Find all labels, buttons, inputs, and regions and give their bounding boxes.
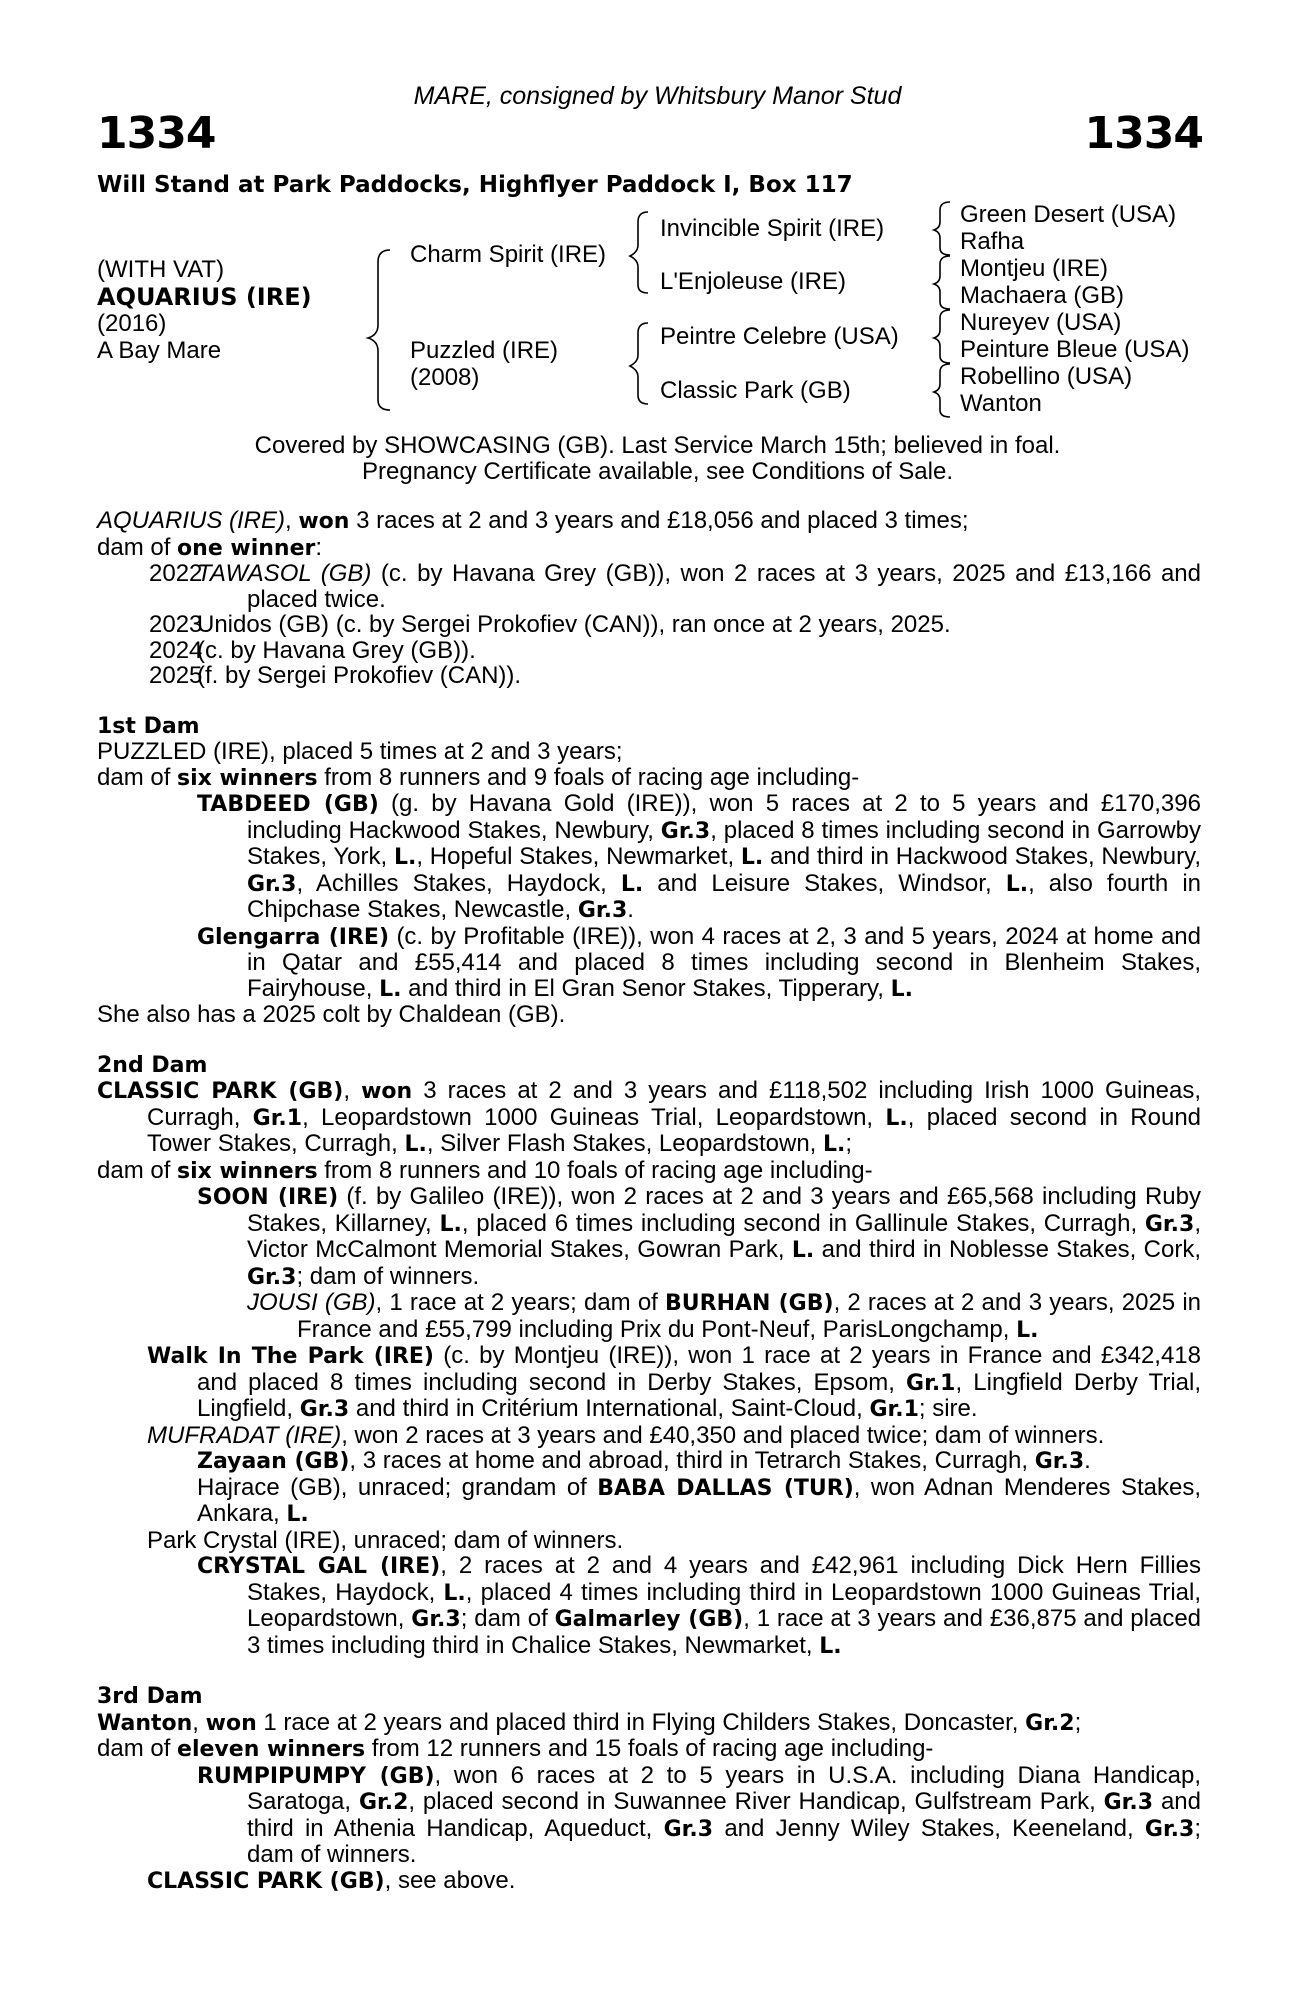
progeny-row: 2025 (f. by Sergei Prokofiev (CAN)).: [149, 662, 522, 689]
catalogue-body: [97, 508, 1201, 1894]
pedigree-dss: Nureyev (USA): [960, 309, 1122, 336]
pedigree-sire: Charm Spirit (IRE): [410, 241, 607, 268]
intro-para: AQUARIUS (IRE), won 3 races at 2 and 3 years and £18,056 and placed 3 times;: [97, 507, 969, 534]
pedigree-dam: Puzzled (IRE): [410, 337, 559, 364]
location-line: Will Stand at Park Paddocks, Highflyer Paddock I, Box 117: [97, 172, 853, 198]
also-has-line: She also has a 2025 colt by Chaldean (GB).: [97, 1001, 566, 1028]
wanton-entry: Wanton, won 1 race at 2 years and placed third in Flying Childers Stakes, Doncaster, Gr.2;: [97, 1708, 1082, 1736]
rumpipumpy-entry: RUMPIPUMPY (GB), won 6 races at 2 to 5 years in U.S.A. including Diana Handicap, Saratoga, Gr.2, placed second in Suwannee River Handicap, Gulfstream Park, Gr.3 and third in Athenia Handicap, Aqueduct, Gr.3 and Jenny Wiley Stakes, Keeneland, Gr.3; dam of winners.: [197, 1761, 1201, 1868]
park-crystal-entry: Park Crystal (IRE), unraced; dam of winners.: [147, 1526, 624, 1554]
lot-number-right: 1334: [1084, 108, 1203, 159]
first-dam-heading: 1st Dam: [97, 713, 200, 739]
horse-description: A Bay Mare: [97, 337, 222, 364]
crystal-gal-entry: CRYSTAL GAL (IRE), 2 races at 2 and 4 years and £42,961 including Dick Hern Fillies Stakes, Haydock, L., placed 4 times including third in Leopardstown 1000 Guineas Trial, Leopardstown, Gr.3; dam of Galmarley (GB), 1 race at 3 years and £36,875 and placed 3 times including third in Chalice Stakes, Newmarket, L.: [197, 1552, 1202, 1659]
vat-note: (WITH VAT): [97, 256, 225, 283]
consignor-line: MARE, consigned by Whitsbury Manor Stud: [413, 82, 902, 110]
pedigree-dd: Classic Park (GB): [660, 377, 851, 404]
intro-won: won: [298, 509, 350, 534]
dd-brace: [934, 364, 950, 417]
hajrace-entry: Hajrace (GB), unraced; grandam of BABA DALLAS (TUR), won Adnan Menderes Stakes, Ankara, L.: [197, 1473, 1201, 1527]
third-dam-heading: 3rd Dam: [97, 1684, 203, 1709]
intro-name: AQUARIUS (IRE): [97, 507, 286, 534]
progeny-row: 2023 Unidos (GB) (c. by Sergei Prokofiev (CAN)), ran once at 2 years, 2025.: [149, 611, 951, 638]
jousi-entry: JOUSI (GB), 1 race at 2 years; dam of BURHAN (GB), 2 races at 2 and 3 years, 2025 in France and £55,799 including Prix du Pont-Neuf, ParisLongchamp, L.: [247, 1289, 1201, 1343]
classic-park-entry: CLASSIC PARK (GB), won 3 races at 2 and 3 years and £118,502 including Irish 1000 Guineas, Curragh, Gr.1, Leopardstown 1000 Guineas Trial, Leopardstown, L., placed second in Round Tower Stakes, Curragh, L., Silver Flash Stakes, Leopardstown, L.;: [97, 1077, 1202, 1157]
pedigree-ds: Peintre Celebre (USA): [660, 323, 899, 350]
soon-entry: SOON (IRE) (f. by Galileo (IRE)), won 2 races at 2 and 3 years and £65,568 including Ruby Stakes, Killarney, L., placed 6 times including second in Gallinule Stakes, Curragh, Gr.3, Victor McCalmont Memorial Stakes, Gowran Park, L. and third in Noblesse Stakes, Cork, Gr.3; dam of winners.: [197, 1183, 1201, 1290]
sire-brace: [630, 212, 648, 293]
covered-line-2: Pregnancy Certificate available, see Conditions of Sale.: [362, 458, 953, 485]
dam-brace: [630, 323, 648, 404]
zayaan-entry: Zayaan (GB), 3 races at home and abroad, third in Tetrarch Stakes, Curragh, Gr.3.: [197, 1447, 1091, 1474]
third-dam-of: dam of eleven winners from 12 runners and 15 foals of racing age including-: [97, 1735, 934, 1762]
ds-brace: [934, 310, 950, 363]
pedigree-ssd: Rafha: [960, 228, 1025, 255]
covered-line-1: Covered by SHOWCASING (GB). Last Service March 15th; believed in foal.: [254, 432, 1061, 459]
main-brace: [368, 250, 390, 410]
horse-name: AQUARIUS (IRE): [97, 283, 312, 311]
pedigree-sss: Green Desert (USA): [960, 201, 1177, 228]
lot-number-left: 1334: [97, 108, 216, 159]
ss-brace: [934, 202, 950, 255]
tabdeed-entry: TABDEED (GB) (g. by Havana Gold (IRE)), won 5 races at 2 to 5 years and £170,396 including Hackwood Stakes, Newbury, Gr.3, placed 8 times including second in Garrowby Stakes, York, L., Hopeful Stakes, Newmarket, L. and third in Hackwood Stakes, Newbury, Gr.3, Achilles Stakes, Haydock, L. and Leisure Stakes, Windsor, L., also fourth in Chipchase Stakes, Newcastle, Gr.3.: [197, 790, 1202, 923]
first-dam-of: dam of six winners from 8 runners and 9 foals of racing age including-: [97, 763, 860, 791]
progeny-row: 2022 TAWASOL (GB) (c. by Havana Grey (GB)), won 2 races at 3 years, 2025 and £13,166 and placed twice.: [149, 560, 1201, 613]
pedigree-ddd: Wanton: [960, 390, 1042, 417]
second-dam-of: dam of six winners from 8 runners and 10 foals of racing age including-: [97, 1156, 873, 1184]
glengarra-entry: Glengarra (IRE) (c. by Profitable (IRE)), won 4 races at 2, 3 and 5 years, 2024 at home and in Qatar and £55,414 and placed 8 times including second in Blenheim Stakes, Fairyhouse, L. and third in El Gran Senor Stakes, Tipperary, L.: [197, 922, 1202, 1002]
pedigree-ss: Invincible Spirit (IRE): [660, 215, 885, 242]
first-dam-line: PUZZLED (IRE), placed 5 times at 2 and 3 years;: [97, 738, 623, 765]
walk-in-the-park-entry: Walk In The Park (IRE) (c. by Montjeu (IRE)), won 1 race at 2 years in France and £342,418 and placed 8 times including second in Derby Stakes, Epsom, Gr.1, Lingfield Derby Trial, Lingfield, Gr.3 and third in Critérium International, Saint-Cloud, Gr.1; sire.: [147, 1342, 1201, 1422]
pedigree-dam-year: (2008): [410, 364, 480, 391]
pedigree-dds: Robellino (USA): [960, 363, 1133, 390]
mufradat-entry: MUFRADAT (IRE), won 2 races at 3 years and £40,350 and placed twice; dam of winners.: [147, 1421, 1105, 1449]
horse-year: (2016): [97, 310, 167, 337]
pedigree-sdd: Machaera (GB): [960, 282, 1125, 309]
progeny-row: 2024 (c. by Havana Grey (GB)).: [149, 636, 476, 664]
pedigree-dsd: Peinture Bleue (USA): [960, 336, 1190, 363]
pedigree-sd: L'Enjoleuse (IRE): [660, 268, 846, 295]
pedigree-sds: Montjeu (IRE): [960, 255, 1109, 282]
classic-park-ref: CLASSIC PARK (GB), see above.: [147, 1866, 516, 1894]
second-dam-heading: 2nd Dam: [97, 1052, 208, 1078]
intro-dam-of: dam of one winner:: [97, 533, 323, 561]
sd-brace: [934, 256, 950, 309]
